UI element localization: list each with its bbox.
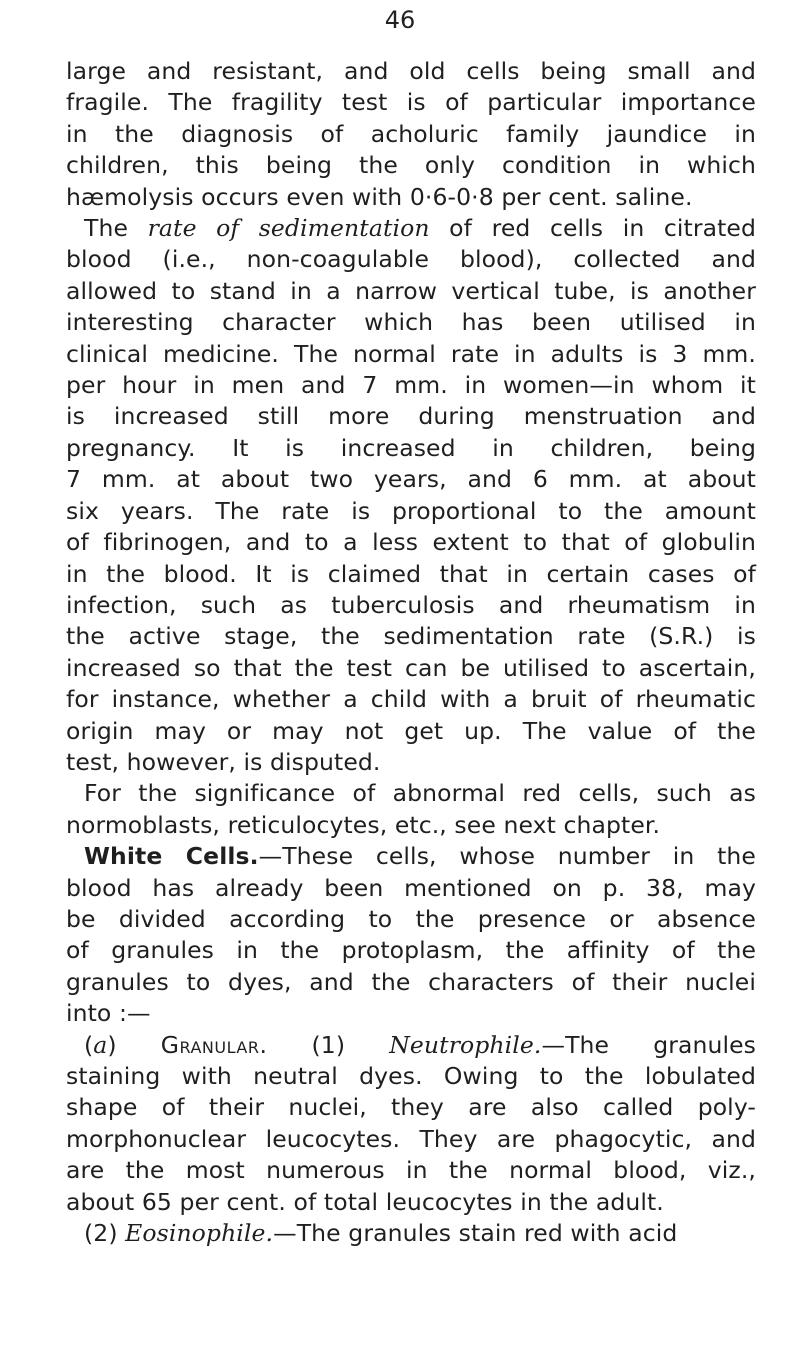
text-line: the active stage, the sedimentation rate (S.R.) is [66,622,756,651]
text-line: for instance, whether a child with a bruit of rheumatic [66,685,756,714]
text-line: morphonuclear leucocytes. They are phagocytic, and [66,1124,756,1153]
text-line: fragile. The fragility test is of particular importance [66,88,756,117]
text-line: pregnancy. It is increased in children, being [66,433,756,462]
text-line: granules to dyes, and the characters of their nuclei [66,967,756,996]
text-line: 7 mm. at about two years, and 6 mm. at about [66,465,756,494]
italic-text: Neutrophile. [389,1030,542,1059]
body-text [66,56,756,1249]
page-number: 46 [384,6,416,34]
text-line: hæmolysis occurs even with 0·6-0·8 per cent. saline. [66,182,693,211]
text-line: six years. The rate is proportional to the amount [66,496,756,525]
text-line: large and resistant, and old cells being small and [66,57,756,85]
text-line: per hour in men and 7 mm. in women—in whom it [66,371,756,400]
italic-text: a [93,1030,108,1059]
text-line: test, however, is disputed. [66,747,381,776]
paragraph [66,778,756,841]
text-line: The rate of sedimentation of red cells in citrated [84,214,756,243]
text-line: be divided according to the presence or absence [66,904,756,933]
paragraph [66,1030,756,1218]
text-line: clinical medicine. The normal rate in adults is 3 mm. [66,339,756,368]
text-line: infection, such as tuberculosis and rheumatism in [66,590,756,619]
section-heading: White Cells. [84,842,259,871]
text-line: (2) Eosinophile.—The granules stain red with acid [84,1219,678,1248]
text-line: are the most numerous in the normal blood, viz., [66,1156,756,1185]
text-line: about 65 per cent. of total leucocytes in the adult. [66,1187,664,1216]
text-line: of granules in the protoplasm, the affinity of the [66,936,756,965]
text-line: staining with neutral dyes. Owing to the lobulated [66,1062,756,1090]
paragraph [66,841,756,1029]
text-line: blood (i.e., non-coagulable blood), collected and [66,245,756,274]
text-line: blood has already been mentioned on p. 38, may [66,873,756,902]
text-line: (a) Granular. (1) Neutrophile.—The granules [84,1030,756,1059]
paragraph [66,1218,756,1249]
smallcaps-heading: Granular. [160,1030,268,1059]
text-line: children, this being the only condition in which [66,151,756,180]
text-line: normoblasts, reticulocytes, etc., see next chapter. [66,810,661,839]
paragraph [66,213,756,778]
text-line: For the significance of abnormal red cells, such as [84,779,756,808]
text-line: in the blood. It is claimed that in certain cases of [66,559,756,588]
text-line: shape of their nuclei, they are also called poly- [66,1093,756,1122]
text-line: in the diagnosis of acholuric family jaundice in [66,119,756,148]
paragraph [66,56,756,213]
italic-text: Eosinophile. [125,1219,274,1248]
text-line: increased so that the test can be utilised to ascertain, [66,653,756,682]
text-line: White Cells.—These cells, whose number in the [84,842,756,871]
italic-text: rate of sedimentation [147,214,430,243]
text-line: allowed to stand in a narrow vertical tube, is another [66,276,756,305]
text-line: origin may or may not get up. The value of the [66,716,756,745]
text-line: into :— [66,999,151,1028]
text-line: of fibrinogen, and to a less extent to that of globulin [66,528,756,557]
text-line: interesting character which has been utilised in [66,308,756,337]
text-line: is increased still more during menstruation and [66,402,756,431]
